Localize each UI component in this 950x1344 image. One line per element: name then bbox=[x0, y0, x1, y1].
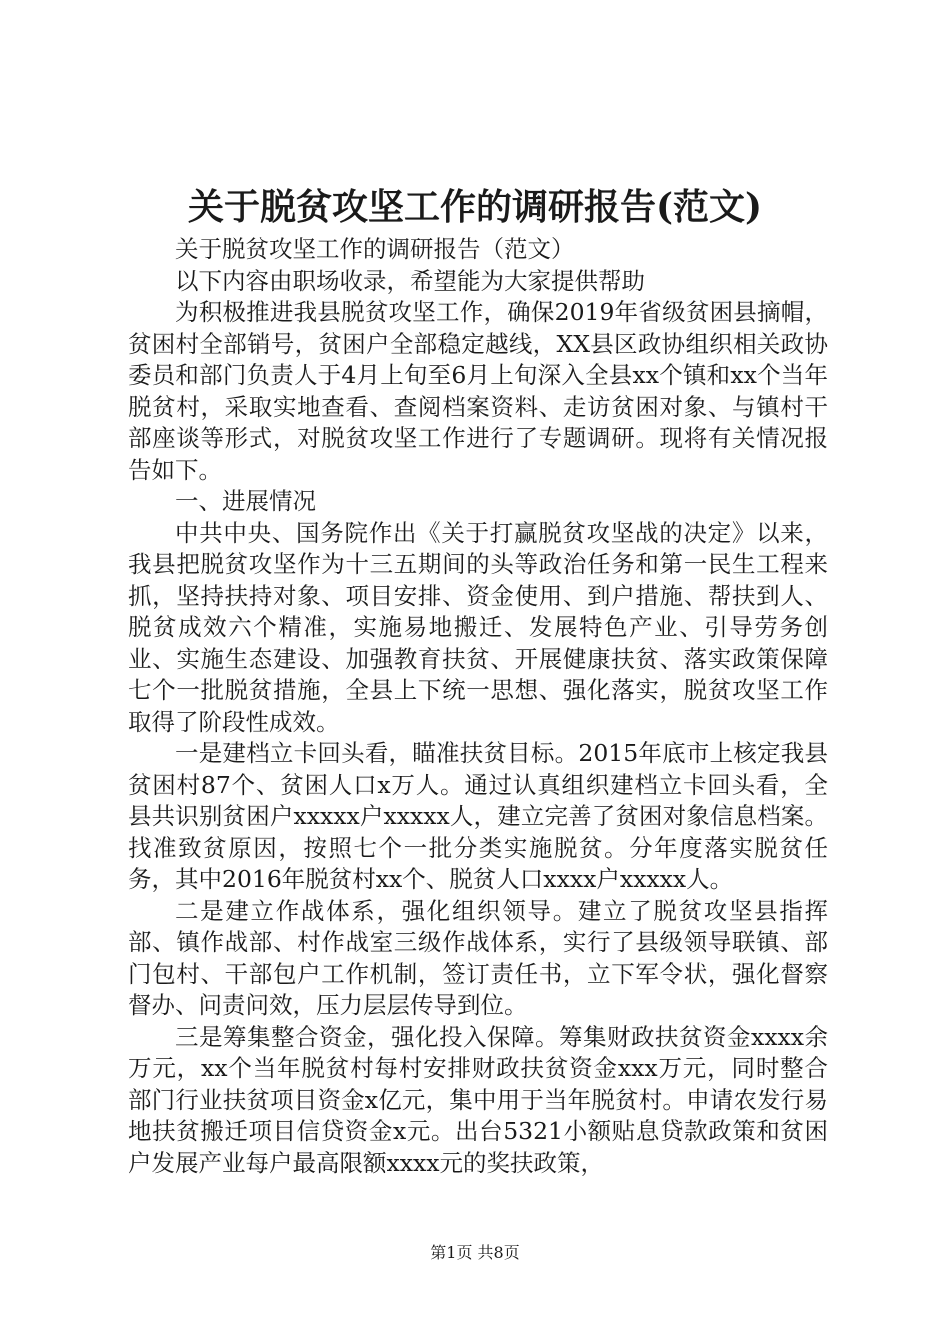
document-body bbox=[128, 234, 828, 1179]
paragraph-point-3: 三是筹集整合资金，强化投入保障。筹集财政扶贫资金xxxx余万元，xx个当年脱贫村每村安排财政扶贫资金xxx万元，同时整合部门行业扶贫项目资金x亿元，集中用于当年脱贫村。申请农发行易地扶贫搬迁项目信贷资金x元。出台5321小额贴息贷款政策和贫困户发展产业每户最高限额xxxx元的奖扶政策， bbox=[128, 1022, 828, 1177]
paragraph-point-2: 二是建立作战体系，强化组织领导。建立了脱贫攻坚县指挥部、镇作战部、村作战室三级作战体系，实行了县级领导联镇、部门包村、干部包户工作机制，签订责任书，立下军令状，强化督察督办、问责问效，压力层层传导到位。 bbox=[128, 896, 828, 1019]
paragraph-source-note: 以下内容由职场收录，希望能为大家提供帮助 bbox=[175, 266, 645, 295]
section-heading-progress: 一、进展情况 bbox=[175, 487, 316, 515]
page-footer: 第1页 共8页 bbox=[430, 1243, 520, 1262]
paragraph-overview: 中共中央、国务院作出《关于打赢脱贫攻坚战的决定》以来，我县把脱贫攻坚作为十三五期间的头等政治任务和第一民生工程来抓，坚持扶持对象、项目安排、资金使用、到户措施、帮扶到人、脱贫成效六个精准，实施易地搬迁、发展特色产业、引导劳务创业、实施生态建设、加强教育扶贫、开展健康扶贫、落实政策保障七个一批脱贫措施，全县上下统一思想、强化落实，脱贫攻坚工作取得了阶段性成效。 bbox=[128, 518, 828, 736]
paragraph-intro: 为积极推进我县脱贫攻坚工作，确保2019年省级贫困县摘帽，贫困村全部销号，贫困户全部稳定越线，XX县区政协组织相关政协委员和部门负责人于4月上旬至6月上旬深入全县xx个镇和xx个当年脱贫村，采取实地查看、查阅档案资料、走访贫困对象、与镇村干部座谈等形式，对脱贫攻坚工作进行了专题调研。现将有关情况报告如下。 bbox=[128, 298, 828, 484]
document-title: 关于脱贫攻坚工作的调研报告(范文) bbox=[187, 186, 763, 228]
paragraph-subtitle: 关于脱贫攻坚工作的调研报告（范文） bbox=[175, 235, 575, 263]
paragraph-point-1: 一是建档立卡回头看，瞄准扶贫目标。2015年底市上核定我县贫困村87个、贫困人口x万人。通过认真组织建档立卡回头看，全县共识别贫困户xxxxx户xxxxx人，建立完善了贫困对象信息档案。找准致贫原因，按照七个一批分类实施脱贫。分年度落实脱贫任务，其中2016年脱贫村xx个、脱贫人口xxxx户xxxxx人。 bbox=[128, 739, 828, 893]
